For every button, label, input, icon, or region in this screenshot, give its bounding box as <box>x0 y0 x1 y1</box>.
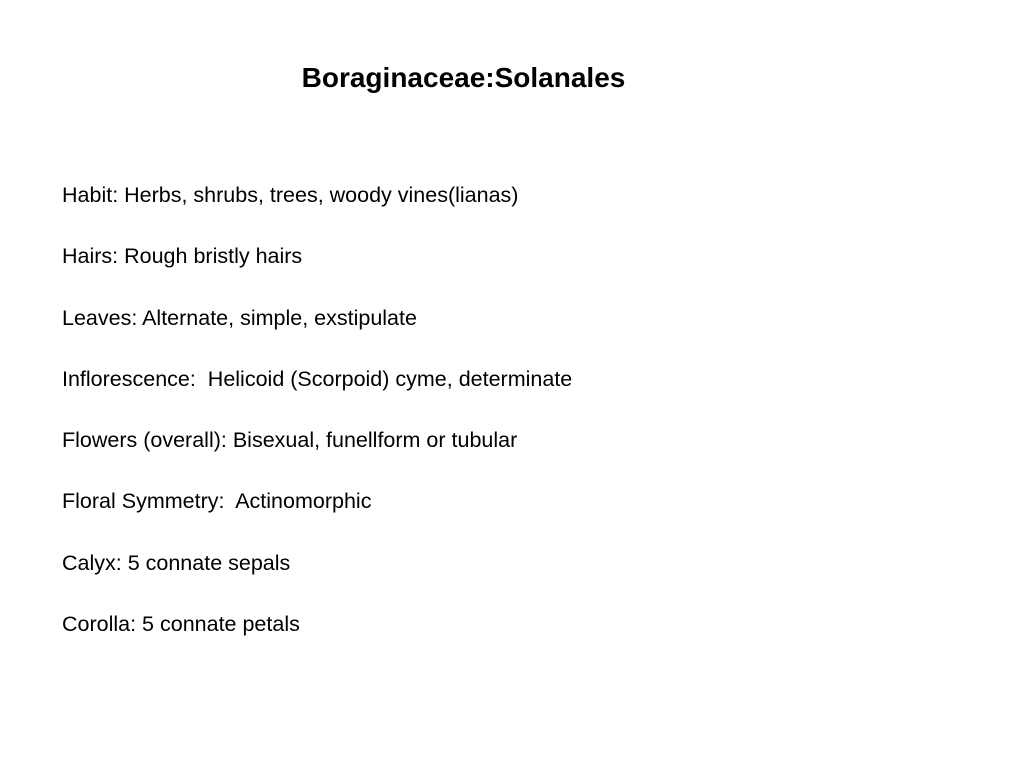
feature-hairs: Hairs: Rough bristly hairs <box>62 244 303 269</box>
feature-corolla: Corolla: 5 connate petals <box>62 612 300 637</box>
feature-calyx: Calyx: 5 connate sepals <box>62 550 291 575</box>
feature-floral-symmetry: Floral Symmetry: Actinomorphic <box>62 489 372 514</box>
slide-title: Boraginaceae:Solanales <box>301 62 626 93</box>
feature-inflorescence: Inflorescence: Helicoid (Scorpoid) cyme, determinate <box>62 366 573 391</box>
feature-leaves: Leaves: Alternate, simple, exstipulate <box>62 305 417 330</box>
feature-list <box>62 178 572 668</box>
feature-habit: Habit: Herbs, shrubs, trees, woody vines(lianas) <box>62 183 519 207</box>
feature-flowers: Flowers (overall): Bisexual, funellform or tubular <box>62 428 518 453</box>
